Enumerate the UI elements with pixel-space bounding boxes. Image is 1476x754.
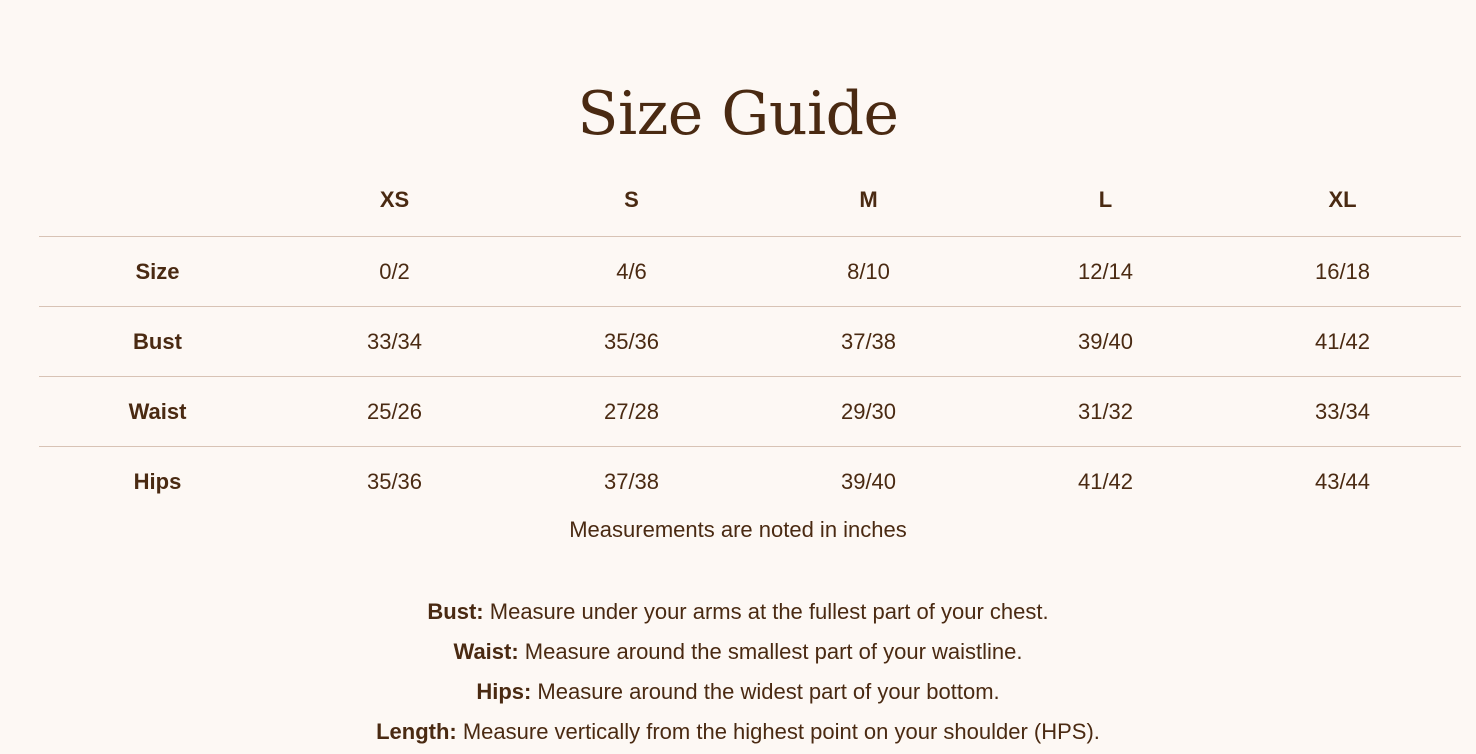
table-header-xs: XS (276, 164, 513, 237)
table-header-m: M (750, 164, 987, 237)
table-cell: 12/14 (987, 237, 1224, 307)
table-cell: 4/6 (513, 237, 750, 307)
table-header-row (39, 164, 1461, 237)
table-cell: 41/42 (1077, 468, 1134, 494)
row-label-hips: Hips (133, 468, 182, 494)
measurement-note: Measurements are noted in inches (569, 517, 907, 542)
table-cell: 39/40 (987, 307, 1224, 377)
table-cell: 33/34 (276, 307, 513, 377)
table-cell: 27/28 (513, 377, 750, 447)
table-cell: 41/42 (1224, 307, 1461, 377)
table-cell: 37/38 (603, 468, 660, 494)
table-header-s: S (513, 164, 750, 237)
guide-text-hips: Measure around the widest part of your bottom. (531, 679, 1000, 704)
table-cell: 37/38 (750, 307, 987, 377)
table-cell: 43/44 (1314, 468, 1371, 494)
table-cell: 39/40 (840, 468, 897, 494)
table-cell: 8/10 (750, 237, 987, 307)
guide-term-waist: Waist: (453, 639, 519, 664)
table-header-l: L (987, 164, 1224, 237)
table-cell: 29/30 (750, 377, 987, 447)
size-chart-table (39, 164, 1461, 516)
page-title: Size Guide (577, 79, 899, 150)
table-row-bust (39, 307, 1461, 377)
table-cell: 35/36 (513, 307, 750, 377)
table-cell: 33/34 (1224, 377, 1461, 447)
table-cell: 0/2 (276, 237, 513, 307)
guide-line-waist (0, 632, 1476, 672)
row-label-bust: Bust (39, 307, 276, 377)
guide-text-bust: Measure under your arms at the fullest part of your chest. (483, 599, 1049, 624)
table-row-size (39, 237, 1461, 307)
guide-text-length: Measure vertically from the highest point on your shoulder (HPS). (456, 719, 1100, 744)
table-cell: 31/32 (987, 377, 1224, 447)
table-header-empty (39, 164, 276, 237)
row-label-waist: Waist (39, 377, 276, 447)
guide-text-waist: Measure around the smallest part of your waistline. (518, 639, 1023, 664)
table-cell: 16/18 (1224, 237, 1461, 307)
guide-line-length (0, 712, 1476, 752)
table-cell: 35/36 (366, 468, 423, 494)
table-row-hips (39, 447, 1461, 517)
guide-term-hips: Hips: (476, 679, 532, 704)
table-header-xl: XL (1224, 164, 1461, 237)
guide-line-hips (0, 672, 1476, 712)
guide-line-bust (0, 592, 1476, 632)
row-label-size: Size (39, 237, 276, 307)
table-cell: 25/26 (276, 377, 513, 447)
guide-term-length: Length: (376, 719, 457, 744)
measurement-guide (0, 592, 1476, 752)
table-row-waist (39, 377, 1461, 447)
guide-term-bust: Bust: (427, 599, 484, 624)
